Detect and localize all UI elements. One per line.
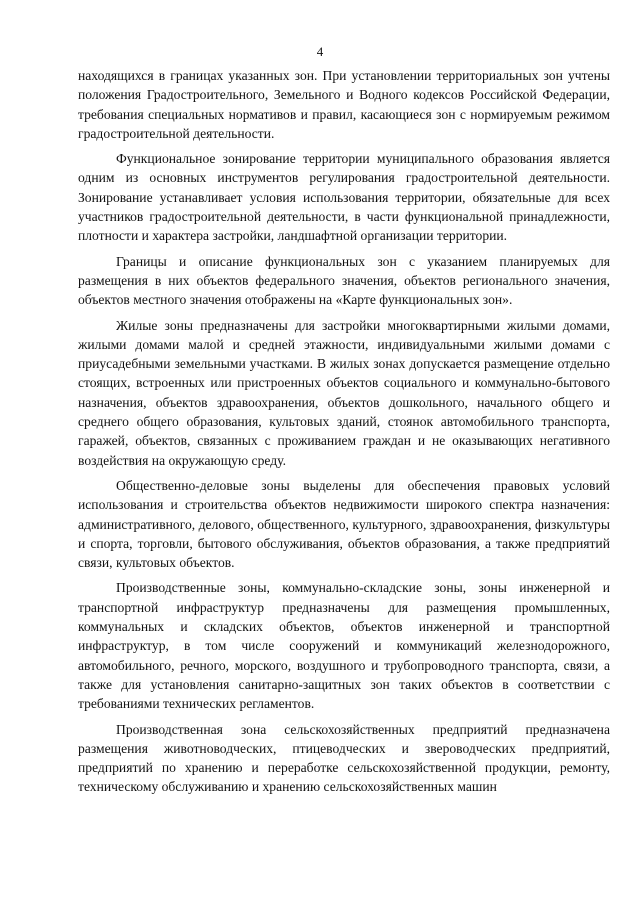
paragraph-agricultural-industrial-zone: Производственная зона сельскохозяйственных предприятий предназначена размещения животноводческих, птицеводческих и звероводческих предприятий, предприятий по хранению и переработке сельскохозяйственной продукции, ремонту, техническому обслуживанию и хранению сельскохозяйственных машин xyxy=(78,721,610,795)
paragraph-functional-zoning: Функциональное зонирование территории муниципального образования является одним из основных инструментов регулирования градостроительной деятельности. Зонирование устанавливает условия использования территории, обязательные для всех участников градостроительной деятельности, в части функциональной принадлежности, плотности и характера застройки, ландшафтной организации территории. xyxy=(78,151,610,244)
paragraph-residential-zones: Жилые зоны предназначены для застройки многоквартирными жилыми домами, жилыми домами малой и средней этажности, индивидуальными жилыми домами с приусадебными земельными участками. В жилых зонах допускается размещение отдельно стоящих, встроенных или пристроенных объектов социального и коммунально-бытового назначения, объектов здравоохранения, объектов дошкольного, начального общего и среднего общего образования, культовых зданий, стоянок автомобильного транспорта, гаражей, объектов, связанных с проживанием граждан и не оказывающих негативного воздействия на окружающую среду. xyxy=(78,317,610,468)
paragraph-zone-boundaries: Границы и описание функциональных зон с указанием планируемых для размещения в них объектов федерального значения, объектов регионального значения, объектов местного значения отображены на «Карте функциональных зон». xyxy=(78,253,610,308)
page-number: 4 xyxy=(316,44,324,59)
paragraph-industrial-zones: Производственные зоны, коммунально-складские зоны, зоны инженерной и транспортной инфраструктур предназначены для размещения промышленных, коммунальных и складских объектов, объектов инженерной и транспортной инфраструктур, в том числе сооружений и коммуникаций железнодорожного, автомобильного, речного, морского, воздушного и трубопроводного транспорта, связи, а также для установления санитарно-защитных зон таких объектов в соответствии с требованиями технических регламентов. xyxy=(78,580,610,712)
paragraph-public-business-zones: Общественно-деловые зоны выделены для обеспечения правовых условий использования и строительства объектов недвижимости широкого спектра назначения: административного, делового, общественного, культурного, здравоохранения, физкультуры и спорта, торговли, бытового обслуживания, объектов образования, а также предприятий связи, культовых объектов. xyxy=(78,477,610,571)
document-body xyxy=(78,66,610,803)
paragraph-territorial-zones-continuation: находящихся в границах указанных зон. При установлении территориальных зон учтены положения Градостроительного, Земельного и Водного кодексов Российской Федерации, требования специальных нормативов и правил, касающиеся зон с нормируемым режимом градостроительной деятельности. xyxy=(78,68,610,141)
